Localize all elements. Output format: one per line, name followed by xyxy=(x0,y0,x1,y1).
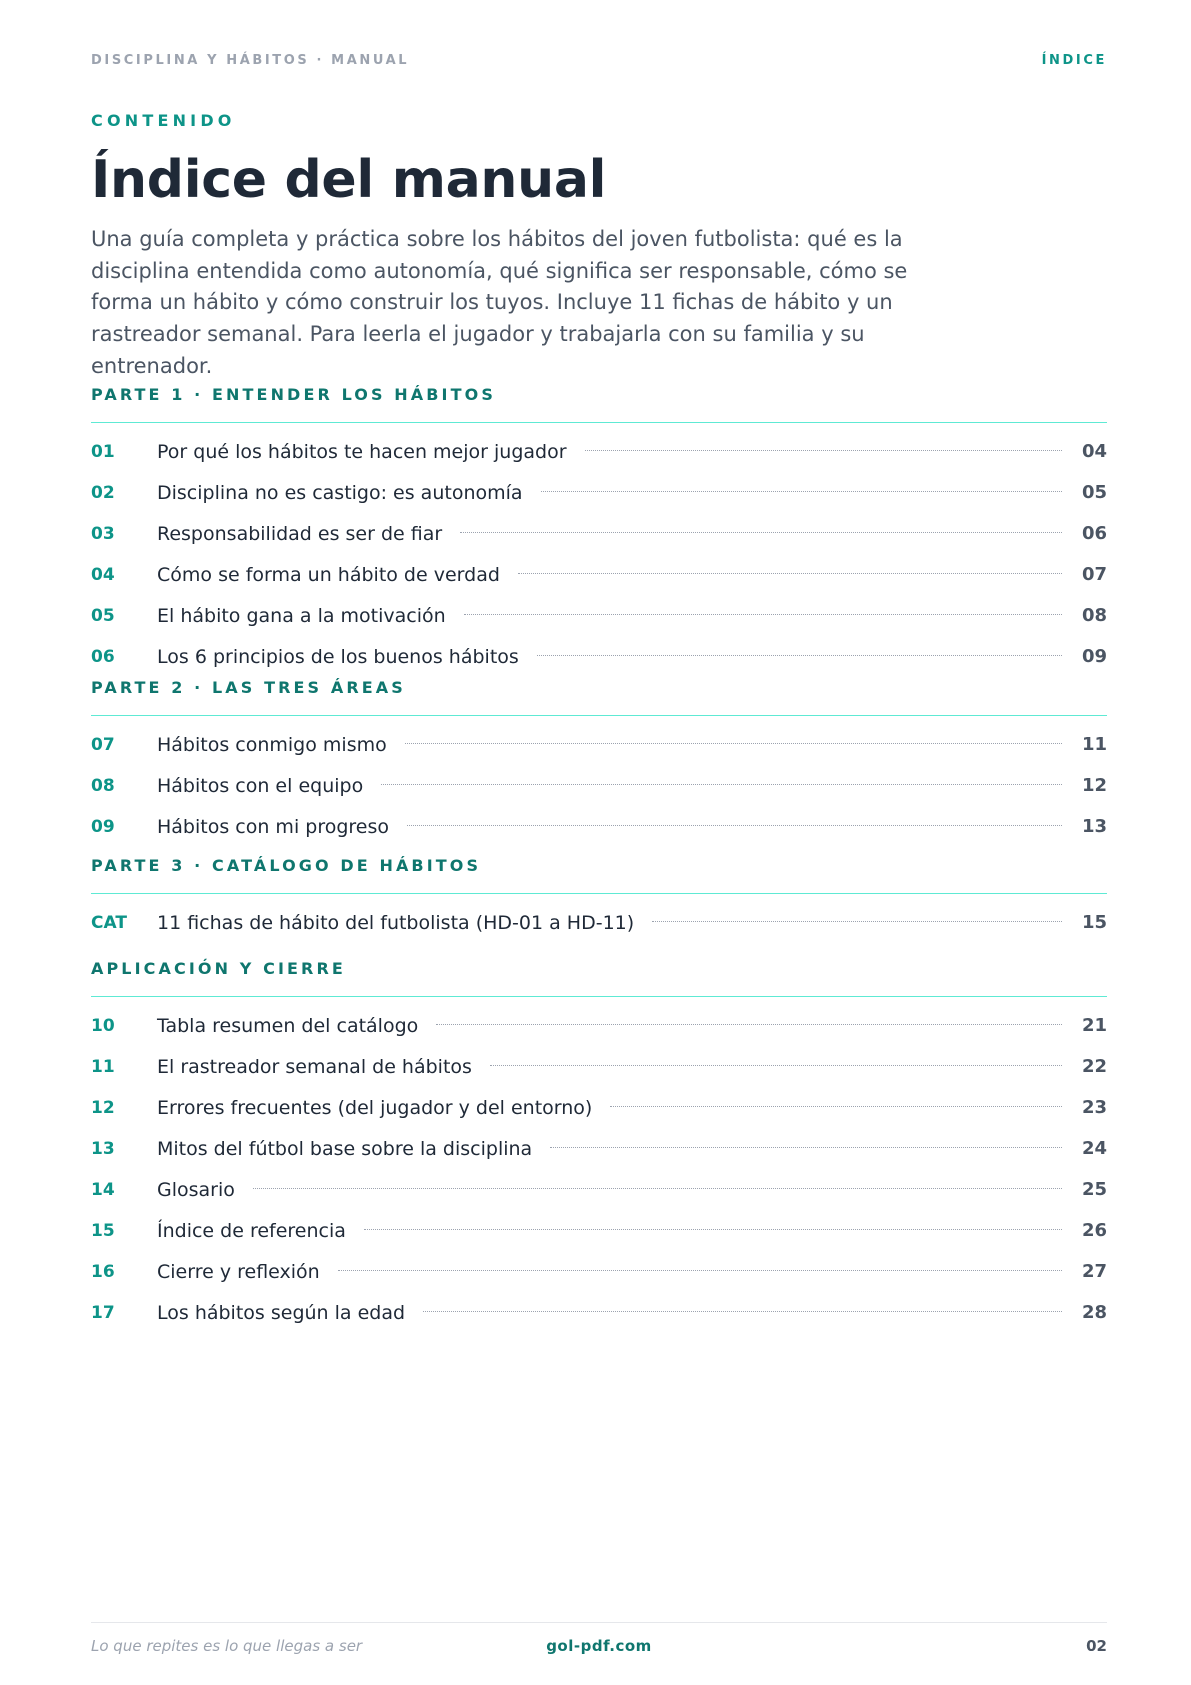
toc-entry-title: Mitos del fútbol base sobre la disciplina xyxy=(157,1137,533,1160)
toc-entry[interactable] xyxy=(91,1169,1107,1210)
toc-entry-title: Cómo se forma un hábito de verdad xyxy=(157,563,500,586)
toc-entry-page: 13 xyxy=(1081,816,1107,837)
toc-entry-page: 23 xyxy=(1081,1097,1107,1118)
footer-site-link[interactable]: gol-pdf.com xyxy=(546,1637,652,1655)
toc-entry-number: 07 xyxy=(91,734,115,755)
toc-entry-page: 08 xyxy=(1081,605,1107,626)
toc-entry[interactable] xyxy=(91,1005,1107,1046)
dotted-leader xyxy=(537,655,1062,656)
toc-entry[interactable] xyxy=(91,431,1107,472)
section-divider xyxy=(91,996,1107,997)
toc-entry-number: 03 xyxy=(91,523,115,544)
dotted-leader xyxy=(381,784,1062,785)
toc-section-heading: PARTE 3 · CATÁLOGO DE HÁBITOS xyxy=(91,856,482,875)
toc-entry-number: 17 xyxy=(91,1302,115,1323)
toc-entry-number: 08 xyxy=(91,775,115,796)
toc-entry-title: El rastreador semanal de hábitos xyxy=(157,1055,472,1078)
running-header-section: ÍNDICE xyxy=(1041,53,1107,68)
toc-entry-title: Glosario xyxy=(157,1178,235,1201)
footer-tagline: Lo que repites es lo que llegas a ser xyxy=(91,1637,363,1655)
toc-entry-page: 27 xyxy=(1081,1261,1107,1282)
dotted-leader xyxy=(436,1024,1062,1025)
toc-entry-page: 24 xyxy=(1081,1138,1107,1159)
toc-section-heading: PARTE 1 · ENTENDER LOS HÁBITOS xyxy=(91,385,496,404)
toc-entry[interactable] xyxy=(91,554,1107,595)
toc-entry-number: CAT xyxy=(91,912,127,933)
toc-section xyxy=(91,384,1107,677)
dotted-leader xyxy=(407,825,1062,826)
toc-entry-number: 14 xyxy=(91,1179,115,1200)
toc-entry[interactable] xyxy=(91,1087,1107,1128)
toc-entry-page: 12 xyxy=(1081,775,1107,796)
toc-entry-page: 04 xyxy=(1081,441,1107,462)
dotted-leader xyxy=(652,921,1062,922)
toc-entry-title: El hábito gana a la motivación xyxy=(157,604,446,627)
toc-entry[interactable] xyxy=(91,902,1107,943)
toc-entry-title: Hábitos conmigo mismo xyxy=(157,733,387,756)
toc-entry-title: Los 6 principios de los buenos hábitos xyxy=(157,645,519,668)
toc-entry-number: 11 xyxy=(91,1056,115,1077)
toc-entry-page: 21 xyxy=(1081,1015,1107,1036)
dotted-leader xyxy=(423,1311,1062,1312)
toc-entry-number: 12 xyxy=(91,1097,115,1118)
toc-entry-page: 15 xyxy=(1081,912,1107,933)
toc-entry[interactable] xyxy=(91,765,1107,806)
running-header xyxy=(91,53,1107,71)
toc-entry[interactable] xyxy=(91,724,1107,765)
toc-section xyxy=(91,958,1107,1333)
toc-entry[interactable] xyxy=(91,1251,1107,1292)
toc-entry-title: Errores frecuentes (del jugador y del entorno) xyxy=(157,1096,593,1119)
toc-entry[interactable] xyxy=(91,513,1107,554)
dotted-leader xyxy=(518,573,1062,574)
toc-entry-page: 25 xyxy=(1081,1179,1107,1200)
toc-entry-number: 02 xyxy=(91,482,115,503)
intro-paragraph: Una guía completa y práctica sobre los hábitos del joven futbolista: qué es la disciplina entendida como autonomía, qué significa ser responsable, cómo se forma un hábito y cómo construir los tuyos. Incluye 11 fichas de hábito y un rastreador semanal. Para leerla el jugador y trabajarla con su familia y su entrenador. xyxy=(91,227,908,378)
toc-entry[interactable] xyxy=(91,595,1107,636)
running-header-title: DISCIPLINA Y HÁBITOS · MANUAL xyxy=(91,53,410,68)
dotted-leader xyxy=(464,614,1062,615)
toc-entry[interactable] xyxy=(91,472,1107,513)
toc-entry-title: Responsabilidad es ser de fiar xyxy=(157,522,443,545)
toc-entry[interactable] xyxy=(91,1210,1107,1251)
section-divider xyxy=(91,715,1107,716)
toc-entry-title: Índice de referencia xyxy=(157,1219,346,1242)
toc-entry-title: Cierre y reflexión xyxy=(157,1260,320,1283)
toc-entry-title: 11 fichas de hábito del futbolista (HD-01 a HD-11) xyxy=(157,911,635,934)
toc-entry-title: Tabla resumen del catálogo xyxy=(157,1014,419,1037)
toc-entry-number: 06 xyxy=(91,646,115,667)
dotted-leader xyxy=(610,1106,1062,1107)
toc-entry-number: 04 xyxy=(91,564,115,585)
toc-section xyxy=(91,855,1107,943)
toc-entry-page: 22 xyxy=(1081,1056,1107,1077)
toc-entry-title: Hábitos con mi progreso xyxy=(157,815,390,838)
section-divider xyxy=(91,422,1107,423)
toc-entry[interactable] xyxy=(91,636,1107,677)
footer-divider xyxy=(91,1622,1107,1623)
toc-entry-title: Los hábitos según la edad xyxy=(157,1301,406,1324)
toc-entry[interactable] xyxy=(91,1292,1107,1333)
dotted-leader xyxy=(490,1065,1062,1066)
toc-entry-number: 01 xyxy=(91,441,115,462)
toc-entry-title: Por qué los hábitos te hacen mejor jugador xyxy=(157,440,567,463)
dotted-leader xyxy=(405,743,1062,744)
section-divider xyxy=(91,893,1107,894)
footer-page-number: 02 xyxy=(1086,1637,1107,1655)
dotted-leader xyxy=(253,1188,1062,1189)
dotted-leader xyxy=(364,1229,1062,1230)
toc-entry-title: Disciplina no es castigo: es autonomía xyxy=(157,481,523,504)
toc-entry-number: 09 xyxy=(91,816,115,837)
toc-entry-number: 16 xyxy=(91,1261,115,1282)
toc-entry-page: 05 xyxy=(1081,482,1107,503)
dotted-leader xyxy=(585,450,1062,451)
toc-entry-number: 13 xyxy=(91,1138,115,1159)
toc-section-heading: APLICACIÓN Y CIERRE xyxy=(91,959,346,978)
dotted-leader xyxy=(338,1270,1062,1271)
toc-entry-number: 05 xyxy=(91,605,115,626)
toc-entry[interactable] xyxy=(91,1128,1107,1169)
toc-entry[interactable] xyxy=(91,806,1107,847)
toc-entry-page: 07 xyxy=(1081,564,1107,585)
toc-entry-page: 11 xyxy=(1081,734,1107,755)
dotted-leader xyxy=(460,532,1062,533)
toc-entry-page: 09 xyxy=(1081,646,1107,667)
toc-entry-number: 15 xyxy=(91,1220,115,1241)
toc-entry-page: 06 xyxy=(1081,523,1107,544)
toc-entry-title: Hábitos con el equipo xyxy=(157,774,364,797)
manual-page xyxy=(91,0,1107,1685)
toc-entry-page: 28 xyxy=(1081,1302,1107,1323)
toc-section xyxy=(91,677,1107,847)
toc-section-heading: PARTE 2 · LAS TRES ÁREAS xyxy=(91,678,406,697)
page-title: Índice del manual xyxy=(91,150,607,210)
eyebrow-label: CONTENIDO xyxy=(91,111,236,130)
toc-entry-number: 10 xyxy=(91,1015,115,1036)
dotted-leader xyxy=(541,491,1062,492)
dotted-leader xyxy=(550,1147,1062,1148)
toc-entry[interactable] xyxy=(91,1046,1107,1087)
toc-entry-page: 26 xyxy=(1081,1220,1107,1241)
